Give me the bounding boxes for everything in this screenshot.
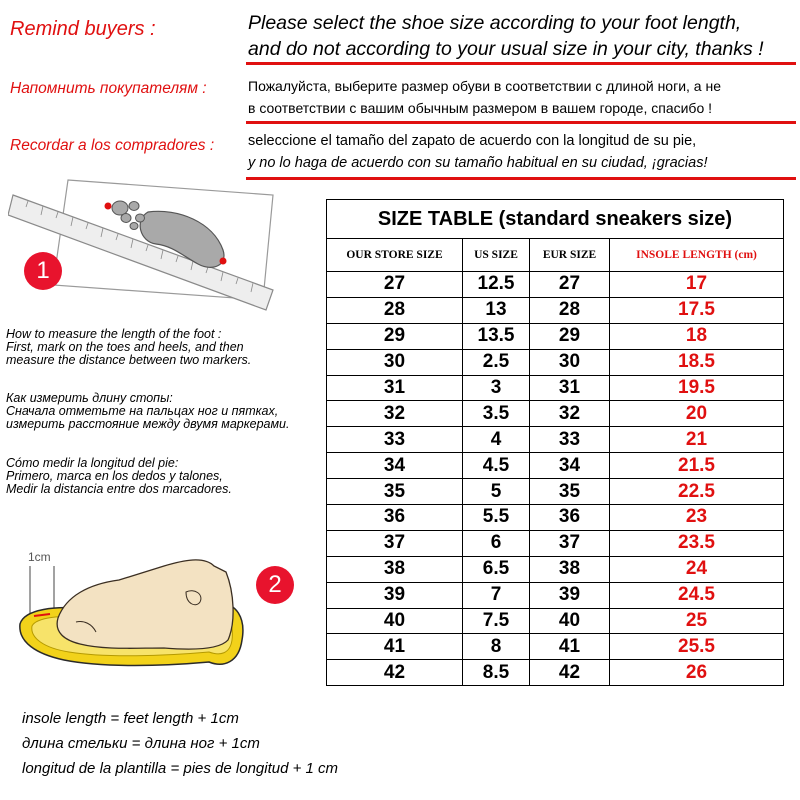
cell-store-size: 35 xyxy=(327,479,463,505)
cell-eur-size: 40 xyxy=(530,608,610,634)
howto-en-line: First, mark on the toes and heels, and then xyxy=(6,340,244,354)
cell-store-size: 38 xyxy=(327,556,463,582)
cell-eur-size: 31 xyxy=(530,375,610,401)
howto-es-line: Primero, marca en los dedos y talones, xyxy=(6,469,223,483)
table-row xyxy=(327,349,784,375)
cell-eur-size: 27 xyxy=(530,272,610,298)
cell-eur-size: 34 xyxy=(530,453,610,479)
header-us-size: US SIZE xyxy=(463,239,530,272)
howto-ru-line: Как измерить длину стопы: xyxy=(6,391,173,405)
table-row xyxy=(327,608,784,634)
table-row xyxy=(327,272,784,298)
howto-ru-line: Сначала отметьте на пальцах ног и пятках, xyxy=(6,404,279,418)
cell-us-size: 8 xyxy=(463,634,530,660)
table-row xyxy=(327,505,784,531)
cell-store-size: 41 xyxy=(327,634,463,660)
cell-insole-length: 22.5 xyxy=(610,479,784,505)
cell-eur-size: 29 xyxy=(530,323,610,349)
cell-eur-size: 42 xyxy=(530,660,610,686)
cell-insole-length: 23 xyxy=(610,505,784,531)
cell-eur-size: 39 xyxy=(530,582,610,608)
table-row xyxy=(327,582,784,608)
size-table-body xyxy=(327,272,784,686)
cell-insole-length: 24.5 xyxy=(610,582,784,608)
table-row xyxy=(327,530,784,556)
table-row xyxy=(327,297,784,323)
cell-store-size: 31 xyxy=(327,375,463,401)
heel-marker xyxy=(220,258,227,265)
cell-insole-length: 18 xyxy=(610,323,784,349)
cell-eur-size: 36 xyxy=(530,505,610,531)
cell-eur-size: 28 xyxy=(530,297,610,323)
cell-insole-length: 26 xyxy=(610,660,784,686)
one-cm-label: 1cm xyxy=(28,550,51,564)
underline-en xyxy=(246,62,796,65)
remind-text-es-1: seleccione el tamaño del zapato de acuerdo con la longitud de su pie, xyxy=(248,133,697,149)
cell-store-size: 34 xyxy=(327,453,463,479)
cell-insole-length: 17.5 xyxy=(610,297,784,323)
formula-en: insole length = feet length + 1cm xyxy=(22,710,239,727)
cell-store-size: 39 xyxy=(327,582,463,608)
header-eur-size: EUR SIZE xyxy=(530,239,610,272)
size-table-title-row xyxy=(327,200,784,239)
cell-us-size: 3 xyxy=(463,375,530,401)
cell-insole-length: 21.5 xyxy=(610,453,784,479)
underline-ru xyxy=(246,121,796,124)
cell-us-size: 2.5 xyxy=(463,349,530,375)
cell-insole-length: 18.5 xyxy=(610,349,784,375)
cell-us-size: 6.5 xyxy=(463,556,530,582)
remind-label-es: Recordar a los compradores : xyxy=(10,137,215,154)
cell-store-size: 33 xyxy=(327,427,463,453)
remind-text-ru-1: Пожалуйста, выберите размер обуви в соответствии с длиной ноги, а не xyxy=(248,78,721,94)
cell-store-size: 36 xyxy=(327,505,463,531)
cell-insole-length: 20 xyxy=(610,401,784,427)
howto-es-line: Medir la distancia entre dos marcadores. xyxy=(6,482,232,496)
cell-store-size: 28 xyxy=(327,297,463,323)
remind-label-en: Remind buyers : xyxy=(10,18,156,40)
cell-store-size: 32 xyxy=(327,401,463,427)
header-store-size: OUR STORE SIZE xyxy=(327,239,463,272)
remind-label-ru: Напомнить покупателям : xyxy=(10,80,207,97)
howto-en-line: How to measure the length of the foot : xyxy=(6,327,222,341)
remind-text-es-2: y no lo haga de acuerdo con su tamaño habitual en su ciudad, ¡gracias! xyxy=(248,155,708,171)
cell-insole-length: 24 xyxy=(610,556,784,582)
insole-illustration xyxy=(14,552,254,677)
remind-text-ru-2: в соответствии с вашим обычным размером в вашем городе, спасибо ! xyxy=(248,100,713,116)
howto-es-line: Cómo medir la longitud del pie: xyxy=(6,456,179,470)
cell-insole-length: 25 xyxy=(610,608,784,634)
cell-insole-length: 25.5 xyxy=(610,634,784,660)
cell-us-size: 13 xyxy=(463,297,530,323)
cell-eur-size: 37 xyxy=(530,530,610,556)
table-row xyxy=(327,375,784,401)
cell-store-size: 30 xyxy=(327,349,463,375)
toe-marker xyxy=(105,203,112,210)
remind-text-en-1: Please select the shoe size according to your foot length, xyxy=(248,12,742,34)
cell-us-size: 13.5 xyxy=(463,323,530,349)
cell-us-size: 3.5 xyxy=(463,401,530,427)
table-row xyxy=(327,660,784,686)
step-one-badge: 1 xyxy=(24,252,62,290)
table-row xyxy=(327,479,784,505)
cell-eur-size: 41 xyxy=(530,634,610,660)
table-row xyxy=(327,323,784,349)
cell-store-size: 27 xyxy=(327,272,463,298)
table-row xyxy=(327,556,784,582)
remind-text-en-2: and do not according to your usual size in your city, thanks ! xyxy=(248,38,764,60)
cell-us-size: 6 xyxy=(463,530,530,556)
cell-us-size: 4.5 xyxy=(463,453,530,479)
cell-us-size: 12.5 xyxy=(463,272,530,298)
cell-insole-length: 19.5 xyxy=(610,375,784,401)
foot-ruler-illustration xyxy=(8,160,298,320)
howto-en xyxy=(6,328,326,367)
size-table-title: SIZE TABLE (standard sneakers size) xyxy=(327,200,784,239)
cell-eur-size: 33 xyxy=(530,427,610,453)
step-two-badge: 2 xyxy=(256,566,294,604)
cell-store-size: 29 xyxy=(327,323,463,349)
formula-es: longitud de la plantilla = pies de longitud + 1 cm xyxy=(22,760,339,777)
size-table xyxy=(326,199,784,686)
cell-eur-size: 32 xyxy=(530,401,610,427)
cell-us-size: 4 xyxy=(463,427,530,453)
underline-es xyxy=(246,177,796,180)
howto-es xyxy=(6,457,326,496)
cell-insole-length: 23.5 xyxy=(610,530,784,556)
formula-ru: длина стельки = длина ног + 1cm xyxy=(22,735,260,752)
howto-en-line: measure the distance between two markers. xyxy=(6,353,252,367)
cell-us-size: 7.5 xyxy=(463,608,530,634)
table-row xyxy=(327,634,784,660)
howto-ru-line: измерить расстояние между двумя маркерами. xyxy=(6,417,290,431)
header-insole-length: INSOLE LENGTH (cm) xyxy=(610,239,784,272)
cell-insole-length: 17 xyxy=(610,272,784,298)
cell-eur-size: 35 xyxy=(530,479,610,505)
howto-ru xyxy=(6,392,326,431)
cell-us-size: 5 xyxy=(463,479,530,505)
cell-eur-size: 38 xyxy=(530,556,610,582)
table-row xyxy=(327,453,784,479)
cell-store-size: 37 xyxy=(327,530,463,556)
cell-us-size: 8.5 xyxy=(463,660,530,686)
cell-store-size: 42 xyxy=(327,660,463,686)
cell-us-size: 7 xyxy=(463,582,530,608)
cell-eur-size: 30 xyxy=(530,349,610,375)
table-row xyxy=(327,427,784,453)
cell-store-size: 40 xyxy=(327,608,463,634)
foot-shape xyxy=(57,560,233,649)
cell-us-size: 5.5 xyxy=(463,505,530,531)
size-table-header-row xyxy=(327,239,784,272)
table-row xyxy=(327,401,784,427)
cell-insole-length: 21 xyxy=(610,427,784,453)
